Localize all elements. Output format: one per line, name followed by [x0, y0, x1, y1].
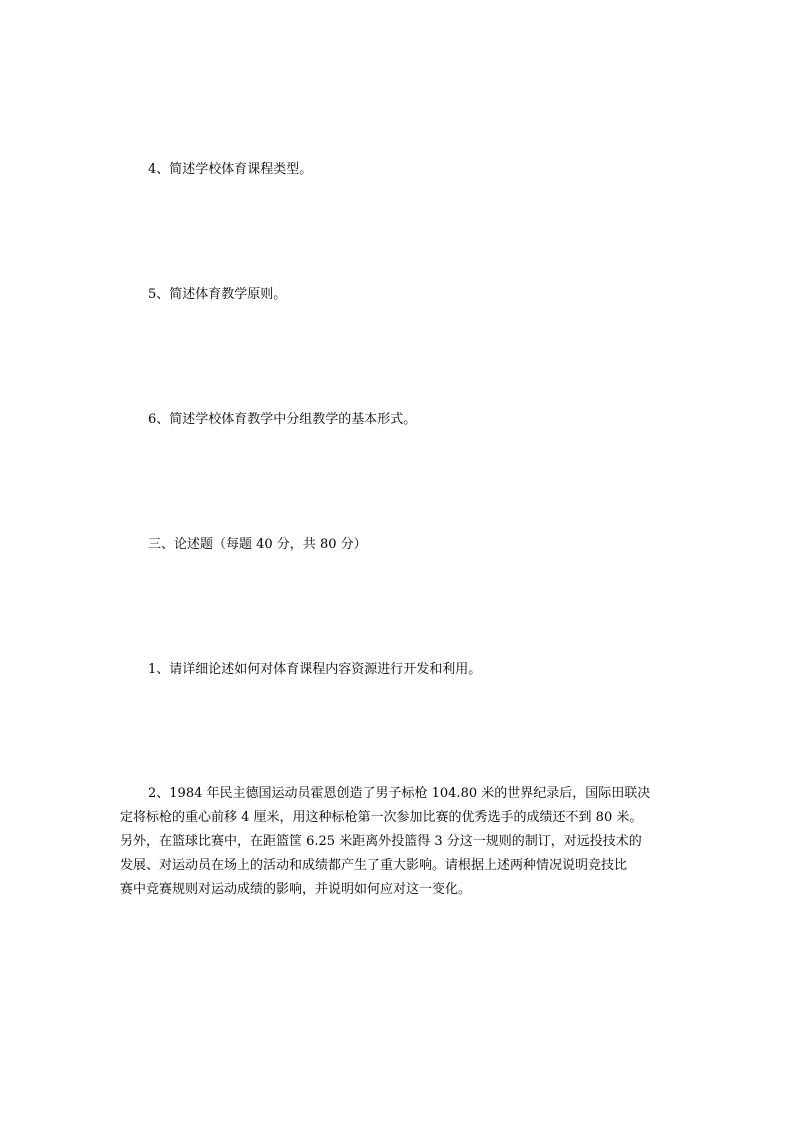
- essay-question-2-line-1: 2、1984 年民主德国运动员霍恩创造了男子标枪 104.80 米的世界纪录后，国际田联决: [148, 786, 651, 801]
- essay-question-2-line-5: 赛中竞赛规则对运动成绩的影响，并说明如何应对这一变化。: [120, 882, 472, 897]
- essay-question-2: [120, 782, 680, 902]
- essay-question-2-line-2: 定将标枪的重心前移 4 厘米，用这种标枪第一次参加比赛的优秀选手的成绩还不到 80 米。: [120, 810, 643, 825]
- essay-question-1: 1、请详细论述如何对体育课程内容资源进行开发和利用。: [148, 662, 482, 677]
- question-6: 6、简述学校体育教学中分组教学的基本形式。: [148, 412, 417, 427]
- question-5: 5、简述体育教学原则。: [148, 287, 287, 302]
- essay-question-2-line-3: 另外，在篮球比赛中，在距篮筐 6.25 米距离外投篮得 3 分这一规则的制订，对远投技术的: [120, 834, 642, 849]
- section-3-heading: 三、论述题（每题 40 分，共 80 分）: [148, 537, 367, 552]
- question-4: 4、简述学校体育课程类型。: [148, 162, 313, 177]
- essay-question-2-line-4: 发展、对运动员在场上的活动和成绩都产生了重大影响。请根据上述两种情况说明竞技比: [120, 858, 628, 873]
